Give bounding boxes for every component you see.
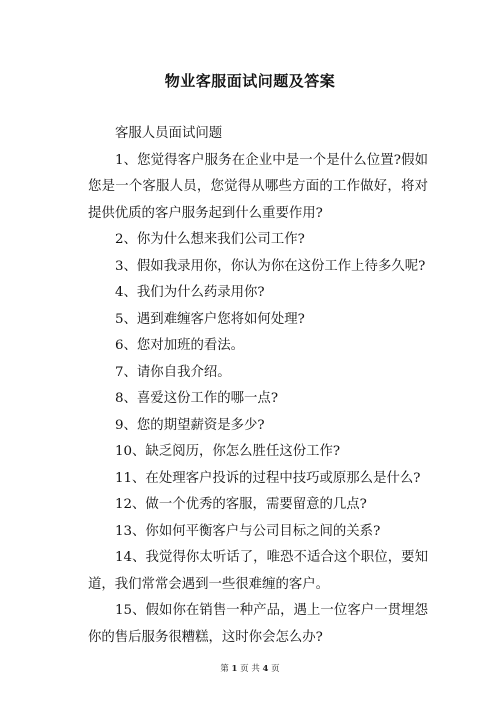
question-5: 5、遇到难缠客户您将如何处理? [115, 311, 305, 327]
question-4: 4、我们为什么药录用你? [115, 285, 265, 300]
question-13: 13、你如何平衡客户与公司目标之间的关系? [115, 523, 381, 539]
page-footer [0, 662, 500, 674]
question-8: 8、喜爱这份工作的哪一点? [115, 391, 278, 406]
document-title: 物业客服面试问题及答案 [164, 72, 336, 90]
question-1: 1、您觉得客户服务在企业中是一个是什么位置?假如您是一个客服人员，您觉得从哪些方面的工作做好，将对提供优质的客户服务起到什么重要作用? [88, 152, 428, 221]
question-2: 2、你为什么想来我们公司工作? [115, 232, 305, 247]
footer-prefix: 第 [220, 664, 229, 674]
question-3: 3、假如我录用你，你认为你在这份工作上待多久呢? [115, 258, 426, 274]
section-heading: 客服人员面试问题 [115, 126, 223, 141]
question-11: 11、在处理客户投诉的过程中技巧或原那么是什么? [115, 470, 421, 486]
footer-suffix: 页 [271, 664, 280, 674]
question-14: 14、我觉得你太听话了，唯恐不适合这个职位，要知道，我们常常会遇到一些很难缠的客户。 [88, 550, 428, 592]
footer-current-page: 1 [231, 664, 238, 674]
question-6: 6、您对加班的看法。 [115, 338, 245, 353]
document-body [88, 121, 428, 651]
footer-total-pages: 4 [262, 664, 269, 674]
question-12: 12、做一个优秀的客服，需要留意的几点? [115, 497, 367, 512]
question-9: 9、您的期望薪资是多少? [115, 417, 265, 433]
question-7: 7、请你自我介绍。 [115, 364, 231, 380]
question-15: 15、假如你在销售一种产品，遇上一位客户一贯埋怨你的售后服务很糟糕，这时你会怎么办? [88, 603, 428, 645]
footer-middle: 页 共 [240, 664, 260, 674]
question-10: 10、缺乏阅历，你怎么胜任这份工作? [115, 444, 341, 459]
